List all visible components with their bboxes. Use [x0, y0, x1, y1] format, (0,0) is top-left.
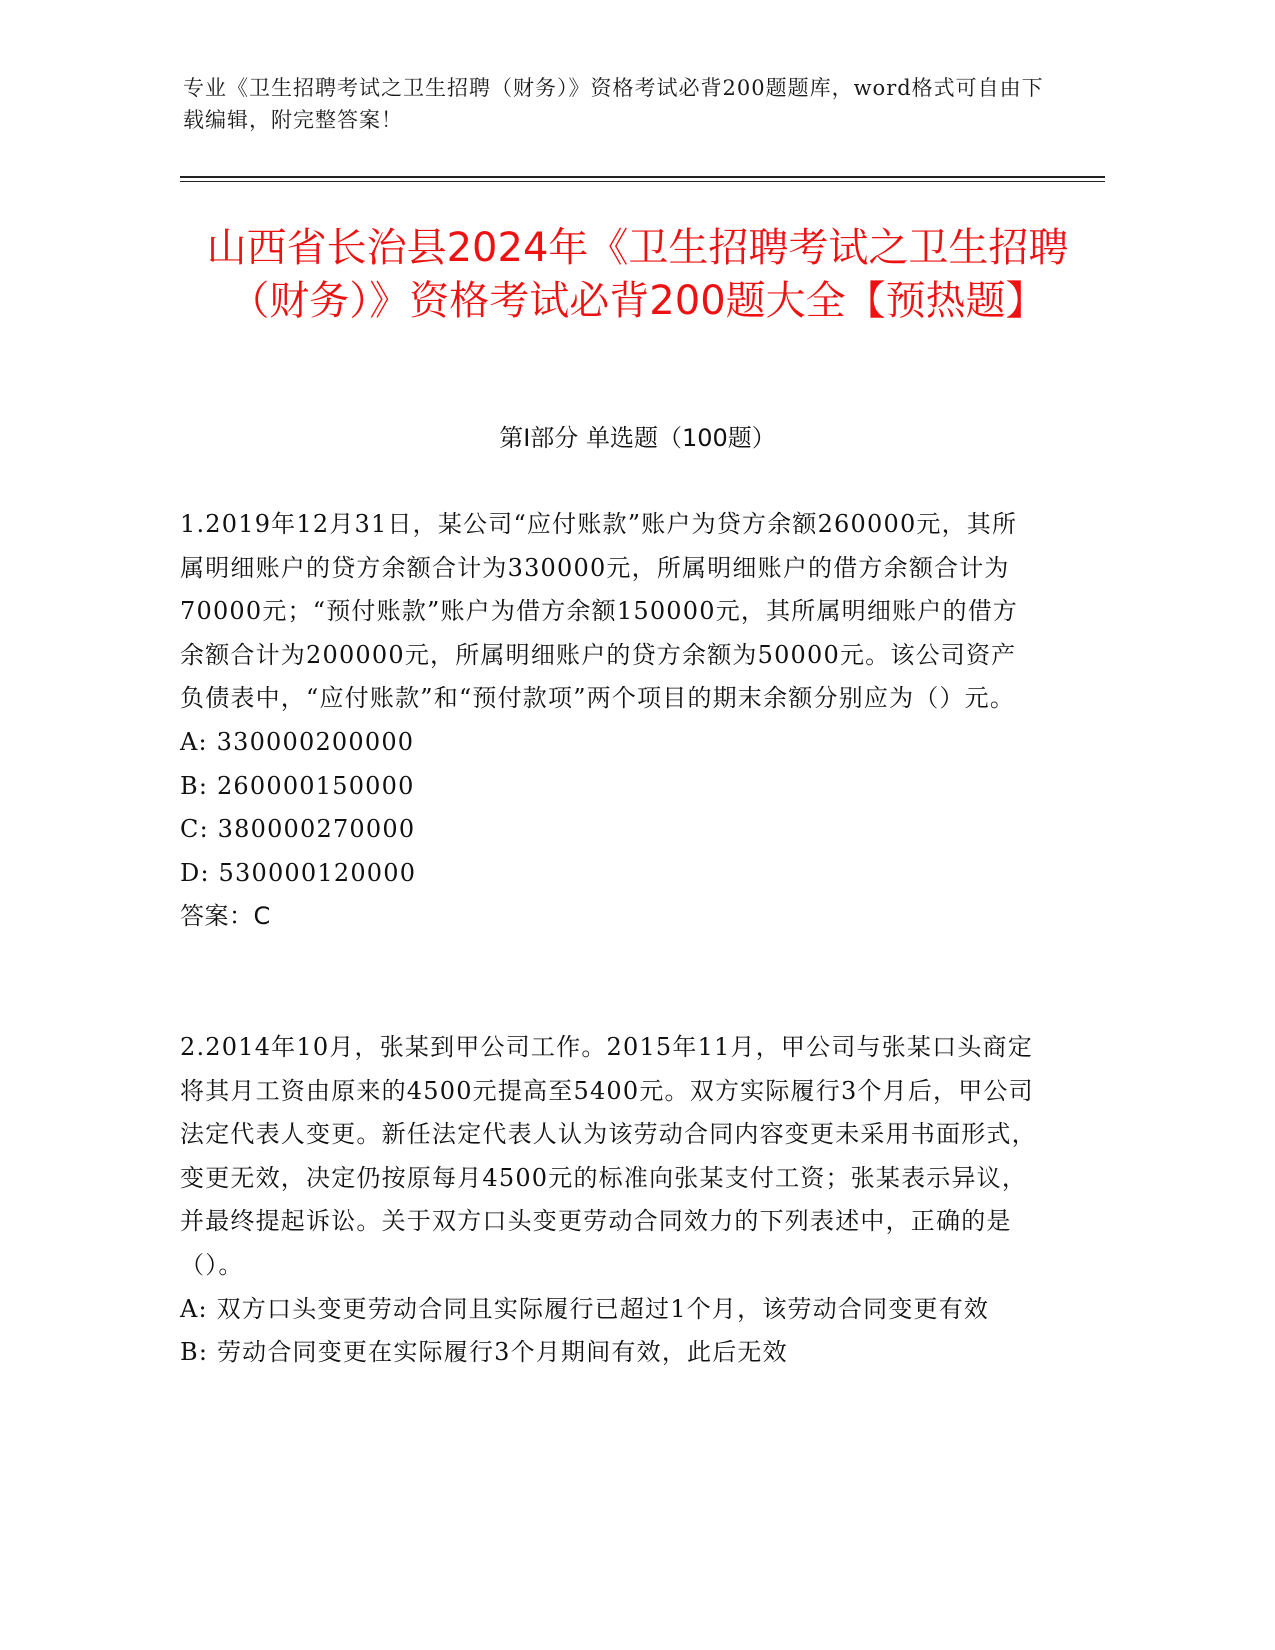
question-2-option-b: B: 劳动合同变更在实际履行3个月期间有效，此后无效 — [180, 1338, 788, 1367]
question-1 — [180, 503, 1040, 939]
document-title: 山西省长治县2024年《卫生招聘考试之卫生招聘（财务）》资格考试必背200题大全【预热题】 — [206, 225, 1069, 324]
question-1-answer: 答案：C — [180, 902, 271, 931]
header-note: 专业《卫生招聘考试之卫生招聘（财务）》资格考试必背200题题库，word格式可自由下载编辑，附完整答案！ — [183, 76, 1044, 132]
question-1-option-c: C: 380000270000 — [180, 815, 416, 844]
header-divider-thin — [180, 181, 1105, 182]
question-1-option-a: A: 330000200000 — [180, 727, 415, 756]
question-1-option-b: B: 260000150000 — [180, 771, 415, 800]
question-2-stem: 2.2014年10月，张某到甲公司工作。2015年11月，甲公司与张某口头商定将其月工资由原来的4500元提高至5400元。双方实际履行3个月后，甲公司法定代表人变更。新任法定代表人认为该劳动合同内容变更未采用书面形式，变更无效，决定仍按原每月4500元的标准向张某支付工资；张某表示异议，并最终提起诉讼。关于双方口头变更劳动合同效力的下列表述中，正确的是（）。 — [180, 1033, 1037, 1279]
section-title: 第Ⅰ部分 单选题（100题） — [499, 424, 776, 452]
question-2-option-a: A: 双方口头变更劳动合同且实际履行已超过1个月，该劳动合同变更有效 — [180, 1294, 990, 1323]
header-divider — [180, 176, 1105, 178]
question-2 — [180, 1026, 1040, 1375]
question-1-option-d: D: 530000120000 — [180, 858, 417, 887]
question-1-stem: 1.2019年12月31日，某公司“应付账款”账户为贷方余额260000元，其所属明细账户的贷方余额合计为330000元，所属明细账户的借方余额合计为70000元；“预付账款”账户为借方余额150000元，其所属明细账户的借方余额合计为200000元，所属明细账户的贷方余额为50000元。该公司资产负债表中，“应付账款”和“预付款项”两个项目的期末余额分别应为（）元。 — [180, 510, 1019, 713]
